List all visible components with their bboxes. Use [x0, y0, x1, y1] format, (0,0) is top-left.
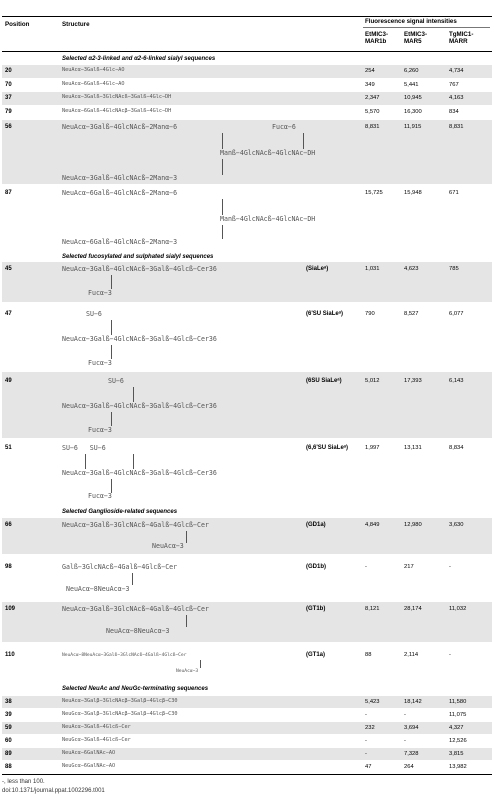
- value-etmic3-mar1b: 232: [365, 725, 375, 731]
- value-etmic3-mar5: 5,441: [404, 82, 419, 88]
- row-sequence: NeuAcα−6Galß−4GlcNAcβ−3Galß−4Glc−DH: [62, 108, 172, 114]
- row-position: 66: [5, 522, 12, 528]
- value-tgmic1-marr: 11,580: [449, 699, 467, 705]
- value-etmic3-mar1b: 8,831: [365, 124, 380, 130]
- link-line: [186, 615, 187, 627]
- header-bottom-rule: [2, 51, 492, 52]
- value-tgmic1-marr: 4,163: [449, 95, 464, 101]
- row-position: 51: [5, 445, 12, 451]
- row-position: 98: [5, 564, 12, 570]
- value-etmic3-mar1b: 5,423: [365, 699, 380, 705]
- value-etmic3-mar1b: 4,849: [365, 522, 380, 528]
- value-etmic3-mar5: 11,915: [404, 124, 422, 130]
- row-sequence: NeuAcα−3Galß−4Glcß−Cer: [62, 724, 131, 730]
- value-tgmic1-marr: 4,734: [449, 68, 464, 74]
- value-tgmic1-marr: 11,075: [449, 712, 467, 718]
- value-etmic3-mar1b: 5,570: [365, 109, 380, 115]
- value-tgmic1-marr: 6,143: [449, 378, 464, 384]
- glycan-name: (SiaLeᵃ): [306, 266, 329, 272]
- fucose-branch: Fucα−3: [88, 492, 112, 500]
- value-etmic3-mar1b: -: [365, 712, 367, 718]
- link-line: [222, 199, 223, 215]
- branch-lower: NeuAcα−3Galß−4GlcNAcß−2Manα−3: [62, 174, 178, 182]
- row-sequence: NeuGcα−3Galβ−3GlcNAcβ−3Galβ−4Glcβ−C30: [62, 711, 178, 717]
- link-line: [111, 479, 112, 493]
- value-tgmic1-marr: 8,831: [449, 124, 464, 130]
- link-line: [186, 531, 187, 543]
- link-line: [111, 275, 112, 289]
- value-etmic3-mar1b: 8,121: [365, 606, 380, 612]
- value-etmic3-mar5: 16,300: [404, 109, 422, 115]
- sialic-branch: NeuAcα−3: [176, 669, 199, 674]
- link-line: [85, 454, 86, 469]
- sulphate-branch: SU−6: [108, 377, 124, 385]
- value-etmic3-mar5: 6,260: [404, 68, 419, 74]
- value-etmic3-mar5: 17,393: [404, 378, 422, 384]
- header-structure: Structure: [62, 21, 90, 28]
- glycan-name: (6,6'SU SiaLeᵃ): [306, 445, 349, 451]
- section-sialyl-sequences: Selected α2-3-linked and α2-6-linked sialyl sequences: [62, 56, 216, 62]
- value-etmic3-mar5: 15,948: [404, 190, 422, 196]
- value-tgmic1-marr: 785: [449, 266, 459, 272]
- value-tgmic1-marr: 3,815: [449, 751, 464, 757]
- value-etmic3-mar5: 4,623: [404, 266, 419, 272]
- value-etmic3-mar1b: 349: [365, 82, 375, 88]
- value-tgmic1-marr: 6,077: [449, 311, 464, 317]
- row-position: 45: [5, 266, 12, 272]
- value-etmic3-mar5: 18,142: [404, 699, 422, 705]
- main-chain: NeuAcα−3Galß−3GlcNAcß−4Galß−4Glcß−Cer: [62, 521, 209, 529]
- sulphate-branch: SU−6 SU−6: [62, 444, 106, 452]
- value-etmic3-mar1b: 15,725: [365, 190, 383, 196]
- value-tgmic1-marr: 11,032: [449, 606, 467, 612]
- fucose-branch: Fucα−3: [88, 289, 112, 297]
- header-etmic3-mar1b-b: MAR1b: [365, 38, 387, 45]
- value-tgmic1-marr: 767: [449, 82, 459, 88]
- value-etmic3-mar1b: -: [365, 738, 367, 744]
- value-etmic3-mar1b: 254: [365, 68, 375, 74]
- value-etmic3-mar1b: 88: [365, 652, 372, 658]
- sialic-branch: NeuAcα−3: [152, 542, 184, 550]
- table-footnote: -, less than 100.: [2, 779, 45, 785]
- sialic-branch: NeuAcα−8NeuAcα−3: [66, 585, 130, 593]
- value-etmic3-mar5: 13,131: [404, 445, 422, 451]
- value-etmic3-mar5: 10,945: [404, 95, 422, 101]
- value-tgmic1-marr: -: [449, 564, 451, 570]
- value-etmic3-mar5: 12,980: [404, 522, 422, 528]
- value-tgmic1-marr: 13,982: [449, 764, 467, 770]
- sialic-branch: NeuAcα−8NeuAcα−3: [106, 627, 170, 635]
- row-sequence: NeuAcα−3Galß−4Glc−AO: [62, 67, 125, 73]
- row-position: 59: [5, 725, 12, 731]
- value-etmic3-mar1b: 5,012: [365, 378, 380, 384]
- glycan-name: (GD1a): [306, 522, 326, 528]
- link-line: [303, 133, 304, 149]
- link-line: [222, 133, 223, 149]
- value-etmic3-mar5: 2,114: [404, 652, 419, 658]
- value-tgmic1-marr: 671: [449, 190, 459, 196]
- link-line: [200, 660, 201, 668]
- row-sequence: NeuAcα−6GalNAc−AO: [62, 750, 116, 756]
- value-etmic3-mar5: 264: [404, 764, 414, 770]
- link-line: [133, 387, 134, 402]
- value-etmic3-mar5: 217: [404, 564, 414, 570]
- value-etmic3-mar1b: -: [365, 751, 367, 757]
- row-position: 38: [5, 699, 12, 705]
- fucose-branch: Fucα−3: [88, 426, 112, 434]
- row-position: 60: [5, 738, 12, 744]
- row-position: 88: [5, 764, 12, 770]
- row-position: 20: [5, 68, 12, 74]
- row-sequence: NeuAcα−3Galß−3GlcNAcß−3Galß−4Glc−DH: [62, 94, 172, 100]
- core-chain: Manß−4GlcNAcß−4GlcNAc−DH: [220, 215, 316, 223]
- header-group-rule: [363, 27, 490, 28]
- row-position: 87: [5, 190, 12, 196]
- main-chain: NeuAcα−3Galß−4GlcNAcß−3Galß−4Glcß−Cer36: [62, 469, 217, 477]
- glycan-name: (6SU SiaLeᵃ): [306, 378, 342, 384]
- header-fluorescence: Fluorescence signal intensities: [365, 18, 457, 25]
- value-etmic3-mar1b: -: [365, 564, 367, 570]
- row-position: 110: [5, 652, 15, 658]
- value-tgmic1-marr: 3,630: [449, 522, 464, 528]
- glycan-name: (GT1b): [306, 606, 326, 612]
- glycan-name: (6'SU SiaLeᵃ): [306, 311, 344, 317]
- main-chain: NeuAcα−3Galß−4GlcNAcß−3Galß−4Glcß−Cer36: [62, 335, 217, 343]
- value-tgmic1-marr: 12,526: [449, 738, 467, 744]
- row-position: 47: [5, 311, 12, 317]
- fucose-branch: Fucα−6: [272, 123, 296, 131]
- header-position: Position: [5, 21, 30, 28]
- header-etmic3-mar5-a: EtMIC3-: [404, 31, 428, 38]
- row-position: 37: [5, 95, 12, 101]
- row-position: 49: [5, 378, 12, 384]
- bottom-rule: [2, 774, 492, 775]
- value-etmic3-mar5: 28,174: [404, 606, 422, 612]
- link-line: [222, 225, 223, 239]
- header-etmic3-mar5-b: MAR5: [404, 38, 422, 45]
- branch-upper: NeuAcα−6Galß−4GlcNAcß−2Manα−6: [62, 189, 178, 197]
- link-line: [111, 320, 112, 335]
- row-position: 89: [5, 751, 12, 757]
- value-etmic3-mar1b: 1,997: [365, 445, 380, 451]
- row-position: 109: [5, 606, 16, 612]
- row-position: 39: [5, 712, 12, 718]
- link-line: [133, 454, 134, 469]
- main-chain: NeuAcα−3Galß−3GlcNAcß−4Galß−4Glcß−Cer: [62, 605, 209, 613]
- link-line: [132, 573, 133, 585]
- glycan-name: (GT1a): [306, 652, 326, 658]
- value-tgmic1-marr: 8,834: [449, 445, 464, 451]
- row-position: 56: [5, 124, 12, 130]
- main-chain: Galß−3GlcNAcß−4Galß−4Glcß−Cer: [62, 563, 178, 571]
- value-etmic3-mar5: 3,694: [404, 725, 419, 731]
- branch-lower: NeuAcα−6Galß−4GlcNAcß−2Manα−3: [62, 238, 178, 246]
- sulphate-branch: SU−6: [86, 310, 102, 318]
- value-tgmic1-marr: 4,327: [449, 725, 464, 731]
- link-line: [111, 412, 112, 426]
- core-chain: Manß−4GlcNAcß−4GlcNAc−DH: [220, 149, 316, 157]
- section-fucosylated-sulphated: Selected fucosylated and sulphated sialyl sequences: [62, 254, 214, 260]
- row-position: 70: [5, 82, 12, 88]
- value-etmic3-mar1b: 1,031: [365, 266, 380, 272]
- row-sequence: NeuAcα−3Galβ−3GlcNAcβ−3Galβ−4Glcβ−C30: [62, 698, 178, 704]
- link-line: [111, 345, 112, 359]
- value-etmic3-mar1b: 2,347: [365, 95, 380, 101]
- row-sequence: NeuAcα−6Galß−4Glc−AO: [62, 81, 125, 87]
- section-neuac-neugc: Selected NeuAc and NeuGc-terminating sequences: [62, 686, 209, 692]
- main-chain: NeuAcα−3Galß−4GlcNAcß−3Galß−4Glcß−Cer36: [62, 265, 217, 273]
- table-doi: doi:10.1371/journal.ppat.1002296.t001: [2, 788, 105, 794]
- value-etmic3-mar5: -: [404, 738, 406, 744]
- header-tgmic1-marr-b: MARR: [449, 38, 468, 45]
- top-rule: [2, 16, 492, 17]
- value-etmic3-mar5: 7,328: [404, 751, 419, 757]
- value-etmic3-mar5: 8,527: [404, 311, 419, 317]
- header-tgmic1-marr-a: TgMIC1-: [449, 31, 474, 38]
- value-tgmic1-marr: -: [449, 652, 451, 658]
- row-position: 79: [5, 109, 12, 115]
- fucose-branch: Fucα−3: [88, 359, 112, 367]
- row-sequence: NeuGcα−6GalNAc−AO: [62, 763, 116, 769]
- header-etmic3-mar1b-a: EtMIC3-: [365, 31, 389, 38]
- glycan-name: (GD1b): [306, 564, 326, 570]
- main-chain: NeuAcα−3Galß−4GlcNAcß−3Galß−4Glcß−Cer36: [62, 402, 217, 410]
- value-etmic3-mar1b: 47: [365, 764, 372, 770]
- branch-upper: NeuAcα−3Galß−4GlcNAcß−2Manα−6: [62, 123, 178, 131]
- value-etmic3-mar5: -: [404, 712, 406, 718]
- link-line: [222, 159, 223, 175]
- value-tgmic1-marr: 834: [449, 109, 459, 115]
- section-ganglioside: Selected Ganglioside-related sequences: [62, 509, 178, 515]
- row-sequence: NeuGcα−3Galß−4Glcß−Cer: [62, 737, 131, 743]
- main-chain: NeuAcα−8NeuAcα−3Galß−3GlcNAcß−4Galß−4Glcß−Cer: [62, 653, 187, 658]
- value-etmic3-mar1b: 790: [365, 311, 375, 317]
